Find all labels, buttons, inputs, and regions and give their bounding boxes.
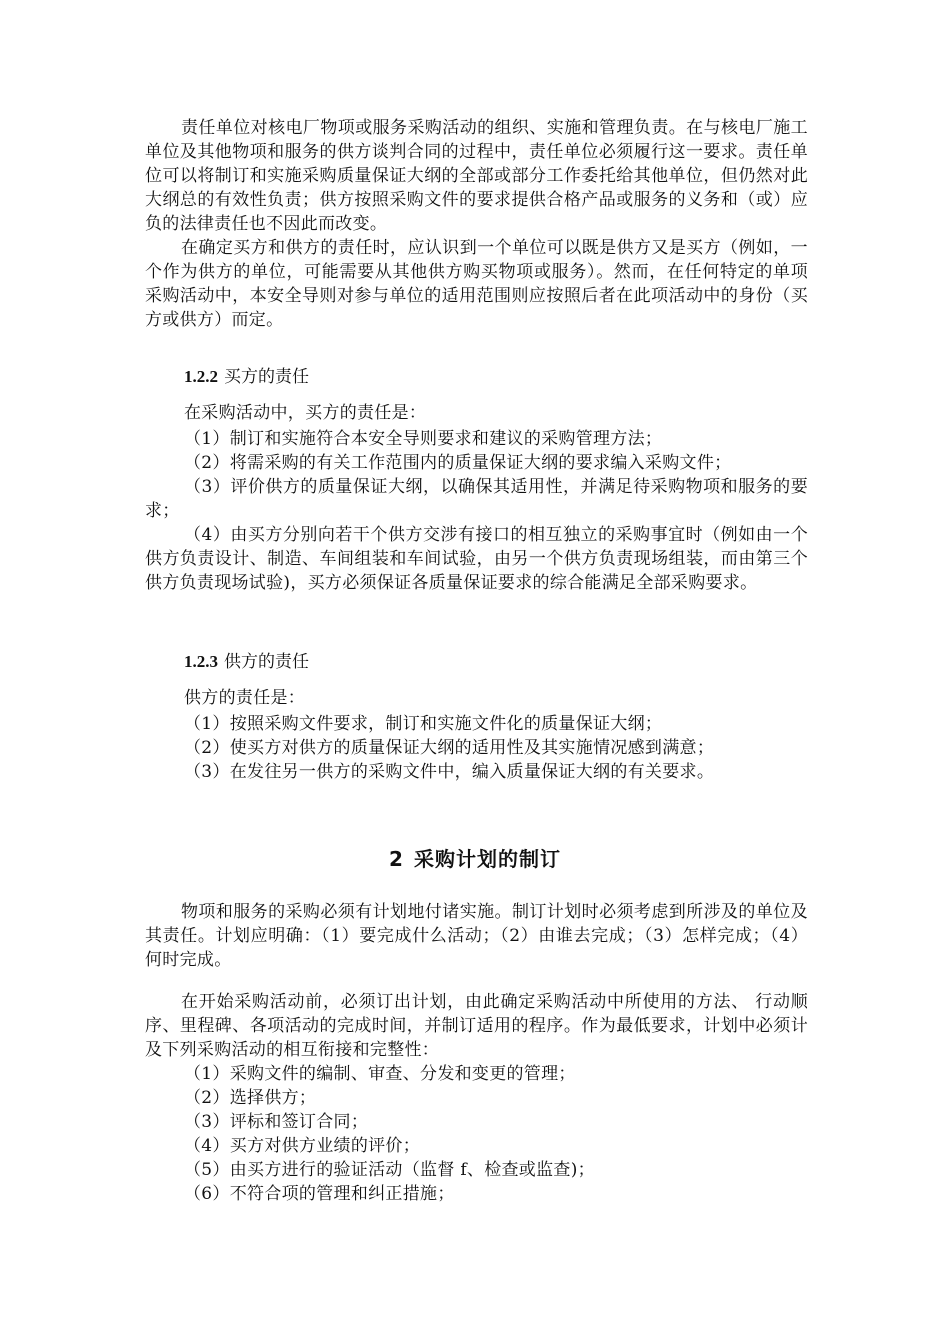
chapter-heading <box>0 845 950 873</box>
section-number: 1.2.2 <box>184 367 218 386</box>
list-item: （6）不符合项的管理和纠正措施； <box>184 1184 455 1204</box>
chapter-number: 2 <box>389 847 404 871</box>
paragraph-plan-requirements: 在开始采购活动前，必须订出计划，由此确定采购活动中所使用的方法、 行动顺序、里程碑、各项活动的完成时间，并制订适用的程序。作为最低要求，计划中必须计及下列采购活动的相互衔接和完整性： <box>145 992 808 1060</box>
list-item: （5）由买方进行的验证活动（监督 f、检查或监查)； <box>184 1160 595 1180</box>
list-item: （1）制订和实施符合本安全导则要求和建议的采购管理方法； <box>184 429 663 449</box>
paragraph-responsible-unit: 责任单位对核电厂物项或服务采购活动的组织、实施和管理负责。在与核电厂施工单位及其他物项和服务的供方谈判合同的过程中，责任单位必须履行这一要求。责任单位可以将制订和实施采购质量保证大纲的全部或部分工作委托给其他单位，但仍然对此大纲总的有效性负责；供方按照采购文件的要求提供合格产品或服务的义务和（或）应负的法律责任也不因此而改变。 <box>145 118 808 234</box>
paragraph-buyer-supplier-roles: 在确定买方和供方的责任时，应认识到一个单位可以既是供方又是买方（例如，一个作为供方的单位，可能需要从其他供方购买物项或服务）。然而，在任何特定的单项采购活动中，本安全导则对参与单位的适用范围则应按照后者在此项活动中的身份（买方或供方）而定。 <box>145 238 808 330</box>
list-item: （1）按照采购文件要求，制订和实施文件化的质量保证大纲； <box>184 714 663 734</box>
section-heading-1-2-2 <box>184 365 309 389</box>
list-item: （3）评标和签订合同； <box>184 1112 369 1132</box>
list-item: （1）采购文件的编制、审查、分发和变更的管理； <box>184 1064 576 1084</box>
paragraph-plan-intro: 物项和服务的采购必须有计划地付诸实施。制订计划时必须考虑到所涉及的单位及其责任。计划应明确：（1）要完成什么活动；（2）由谁去完成；（3）怎样完成；（4）何时完成。 <box>145 902 808 970</box>
list-item: （4）由买方分别向若干个供方交涉有接口的相互独立的采购事宜时（例如由一个供方负责设计、制造、车间组装和车间试验，由另一个供方负责现场组装，而由第三个供方负责现场试验)，买方必须保证各质量保证要求的综合能满足全部采购要求。 <box>145 525 808 593</box>
list-item: （3）在发往另一供方的采购文件中，编入质量保证大纲的有关要求。 <box>184 762 715 782</box>
section-title: 买方的责任 <box>224 367 309 387</box>
section-heading-1-2-3 <box>184 650 309 674</box>
section-number: 1.2.3 <box>184 652 218 671</box>
chapter-title: 采购计划的制订 <box>413 847 561 871</box>
list-item: （2）选择供方； <box>184 1088 317 1108</box>
list-item: （2）使买方对供方的质量保证大纲的适用性及其实施情况感到满意； <box>184 738 715 758</box>
section-title: 供方的责任 <box>224 652 309 672</box>
list-item: （3）评价供方的质量保证大纲，以确保其适用性，并满足待采购物项和服务的要求； <box>145 477 808 521</box>
section-intro: 供方的责任是： <box>184 688 306 708</box>
section-intro: 在采购活动中，买方的责任是： <box>184 403 427 423</box>
list-item: （4）买方对供方业绩的评价； <box>184 1136 421 1156</box>
list-item: （2）将需采购的有关工作范围内的质量保证大纲的要求编入采购文件； <box>184 453 732 473</box>
